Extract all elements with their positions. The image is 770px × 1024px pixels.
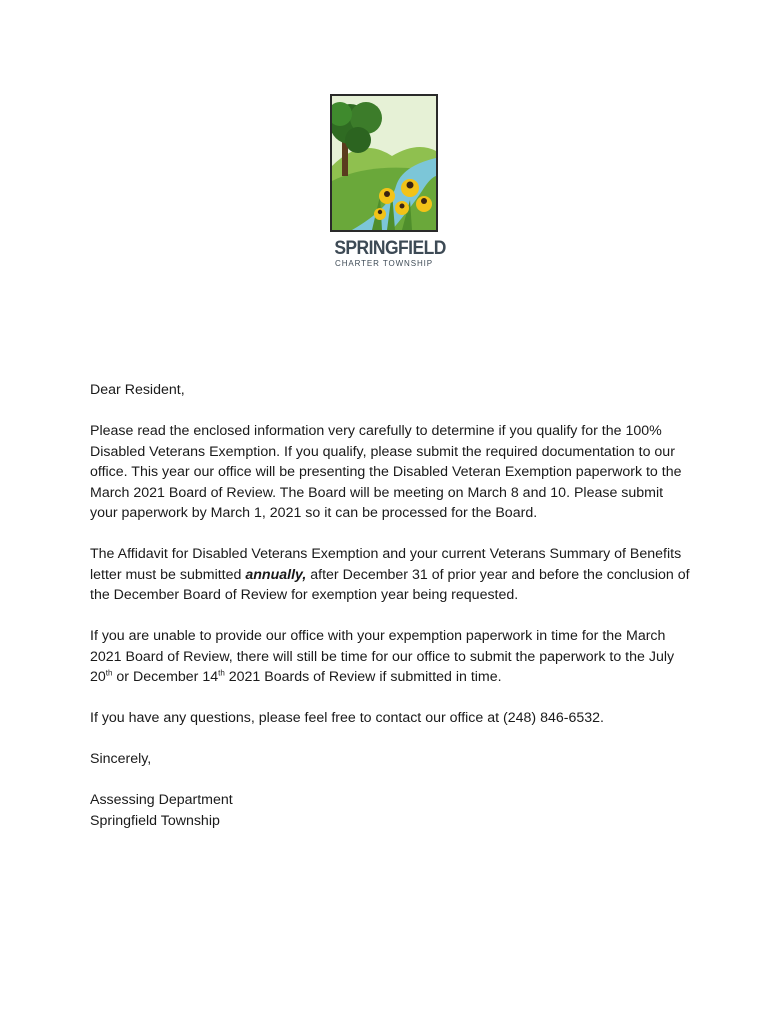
ordinal-superscript-1: th — [105, 668, 113, 678]
paragraph-later-text-2: or December 14 — [112, 669, 219, 685]
paragraph-later-boards — [90, 626, 690, 688]
logo-name-text: SPRINGFIELD — [334, 238, 446, 259]
township-logo — [330, 94, 446, 269]
paragraph-qualification: Please read the enclosed information very carefully to determine if you qualify for the 100% Disabled Veterans Exemption. If you qualify, please submit the required documentation to our office. This year our office will be presenting the Disabled Veteran Exemption paperwork to the March 2021 Board of Review. The Board will be meeting on March 8 and 10. Please submit your paperwork by March 1, 2021 so it can be processed for the Board. — [90, 423, 682, 521]
paragraph-annual-text-2: after December 31 of prior year and before the conclusion of the December Board of Review for exemption year being requested. — [90, 566, 690, 603]
signature-township: Springfield Township — [90, 812, 220, 829]
paragraph-later-text-1: If you are unable to provide our office with your expemption paperwork in time for the March 2021 Board of Review, there will still be time for our office to submit the paperwork to the July 20 — [90, 628, 675, 685]
logo-landscape-image — [330, 94, 438, 232]
signature-department: Assessing Department — [90, 792, 233, 808]
closing: Sincerely, — [90, 751, 152, 767]
logo-subtitle-text: CHARTER TOWNSHIP — [335, 259, 433, 268]
paragraph-contact: If you have any questions, please feel free to contact our office at (248) 846-6532. — [90, 710, 604, 726]
paragraph-later-text-3: 2021 Boards of Review if submitted in time. — [224, 669, 502, 685]
annually-emphasis: annually, — [245, 566, 307, 583]
ordinal-superscript-2: th — [218, 668, 225, 678]
paragraph-annual-text-1: The Affidavit for Disabled Veterans Exemption and your current Veterans Summary of Benefits letter must be submitted — [90, 546, 682, 583]
letter-body — [90, 380, 690, 831]
salutation: Dear Resident, — [90, 382, 185, 398]
paragraph-annual-submission — [90, 544, 690, 606]
